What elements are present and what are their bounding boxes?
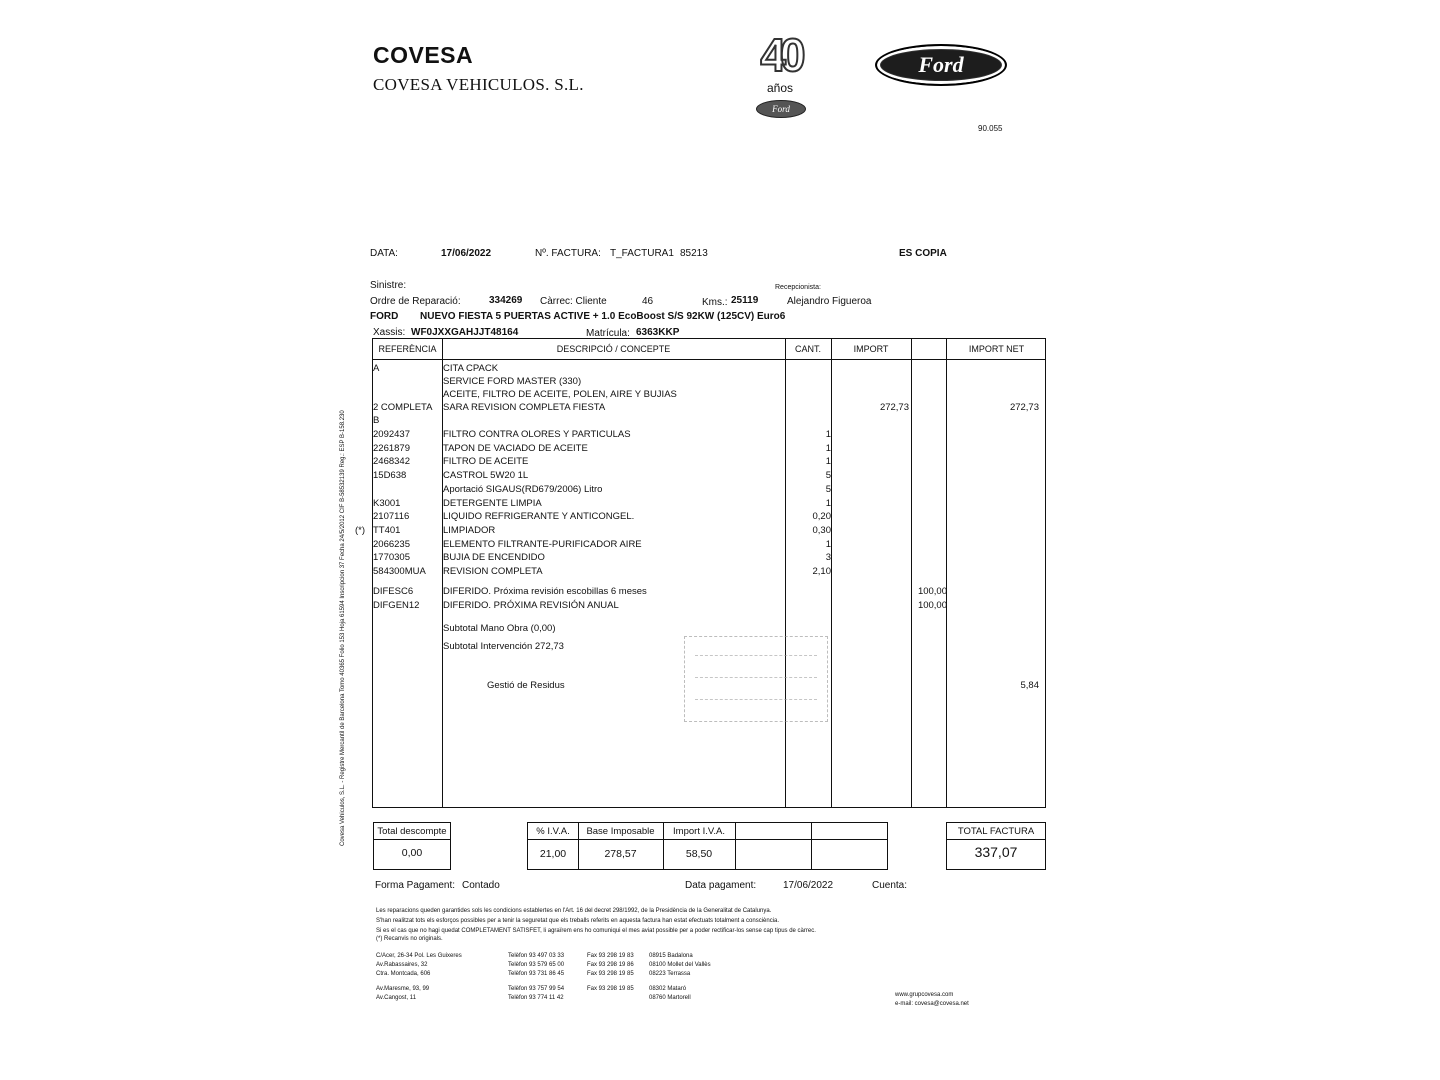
table-row: [373, 539, 1047, 552]
payment-date: 17/06/2022: [783, 880, 834, 891]
table-row: [355, 525, 1047, 538]
cell-desc: LIMPIADOR: [443, 525, 496, 536]
recepcionista-label: Recepcionista:: [775, 284, 821, 291]
cell-qty: 5: [825, 470, 831, 481]
address-city: 08760 Martorell: [649, 995, 691, 1001]
website-link[interactable]: www.grupcovesa.com: [895, 992, 954, 998]
ford-logo: Ford: [875, 44, 1007, 86]
anniversary-ford-oval: Ford: [756, 100, 806, 118]
waste-value: 5,84: [1020, 680, 1039, 691]
non-original-mark: (*): [355, 525, 366, 536]
cell-ref: DIFESC6: [373, 586, 414, 597]
date-label: DATA:: [370, 248, 398, 259]
copy-label: ES COPIA: [899, 248, 947, 259]
subtotal-labor-row: [373, 623, 1047, 636]
order-label: Ordre de Reparació:: [370, 296, 461, 307]
table-row: [373, 470, 1047, 483]
cell-ref: TT401: [373, 525, 401, 536]
cell-desc: CASTROL 5W20 1L: [443, 470, 529, 481]
invoice-date: 17/06/2022: [441, 248, 492, 259]
cell-x: 100,00: [917, 586, 947, 597]
vat-pct-value: 21,00: [539, 848, 567, 860]
header-description: DESCRIPCIÓ / CONCEPTE: [556, 344, 671, 354]
cell-desc: DIFERIDO. Próxima revisión escobillas 6 meses: [443, 586, 647, 597]
waste-label: Gestió de Residus: [487, 680, 565, 691]
address-city: 08100 Mollet del Vallès: [649, 962, 711, 968]
address-city: 08223 Terrassa: [649, 971, 691, 977]
address-fax: Fax 93 298 19 86: [587, 962, 634, 968]
kms-value: 25119: [731, 295, 759, 306]
deferred-row: [373, 600, 1047, 613]
cell-ref: 2468342: [373, 456, 410, 467]
table-row: [373, 415, 1047, 428]
subtotal-intervention: Subtotal Intervención 272,73: [443, 641, 564, 652]
courier-code: 46: [642, 296, 654, 307]
address-street: C/Acer, 26-34 Pol. Les Guixeres: [376, 953, 462, 959]
cell-ref: 584300MUA: [373, 566, 426, 577]
chassis-number: WF0JXXGAHJJT48164: [411, 327, 519, 338]
cell-desc: SERVICE FORD MASTER (330): [443, 376, 582, 387]
total-label: TOTAL FACTURA: [957, 826, 1035, 837]
reference-code: 90.055: [978, 124, 1003, 133]
cell-desc: SARA REVISION COMPLETA FIESTA: [443, 402, 606, 413]
anniversary-text: años: [766, 81, 794, 95]
table-row: [373, 552, 1047, 565]
table-row: [373, 402, 1047, 415]
company-name: COVESA VEHICULOS. S.L.: [373, 75, 584, 94]
cell-imp: 272,73: [879, 402, 909, 413]
subtotal-labor: Subtotal Mano Obra (0,00): [443, 623, 556, 634]
deferred-row: [373, 586, 1047, 599]
cell-ref: B: [373, 415, 380, 426]
cell-desc: LIQUIDO REFRIGERANTE Y ANTICONGEL.: [443, 511, 635, 522]
payment-date-label: Data pagament:: [685, 880, 757, 891]
cell-desc: CITA CPACK: [443, 363, 499, 374]
cell-ref: 1770305: [373, 552, 410, 563]
address-fax: Fax 93 298 19 85: [587, 971, 634, 977]
cell-desc: FILTRO CONTRA OLORES Y PARTICULAS: [443, 429, 631, 440]
base-value: 278,57: [604, 848, 637, 860]
cell-qty: 3: [825, 552, 831, 563]
address-fax: Fax 93 298 19 83: [587, 953, 634, 959]
table-row: [373, 363, 1047, 376]
cell-qty: 1: [825, 443, 831, 454]
vat-amount-label: Import I.V.A.: [673, 826, 725, 837]
cell-desc: Aportació SIGAUS(RD679/2006) Litro: [443, 484, 603, 495]
address-phone: Telèfon 93 497 03 33: [508, 953, 565, 959]
base-label: Base Imposable: [586, 826, 655, 837]
cell-qty: 1: [825, 456, 831, 467]
total-box: [946, 822, 1046, 870]
cell-desc: TAPON DE VACIADO DE ACEITE: [443, 443, 588, 454]
anniversary-number: 40: [760, 29, 800, 81]
cell-qty: 5: [825, 484, 831, 495]
legal-line-4: (*) Recanvis no originals.: [376, 936, 443, 942]
cell-net: 272,73: [1009, 402, 1039, 413]
vat-box: [527, 822, 888, 870]
cell-ref: 2261879: [373, 443, 410, 454]
address-city: 08915 Badalona: [649, 953, 693, 959]
cell-x: 100,00: [917, 600, 947, 611]
cell-desc: FILTRO DE ACEITE: [443, 456, 529, 467]
order-number: 334269: [489, 295, 523, 306]
cell-ref: DIFGEN12: [373, 600, 420, 611]
invoice-number: 85213: [680, 248, 708, 259]
courier-label: Càrrec: Cliente: [540, 296, 607, 307]
cell-desc: ACEITE, FILTRO DE ACEITE, POLEN, AIRE Y BUJIAS: [443, 389, 677, 400]
cell-desc: BUJIA DE ENCENDIDO: [443, 552, 545, 563]
cell-qty: 2,10: [812, 566, 831, 577]
table-row: [373, 429, 1047, 442]
account-label: Cuenta:: [872, 880, 908, 891]
table-row: [373, 376, 1047, 389]
address-phone: Telèfon 93 774 11 42: [508, 995, 564, 1001]
cell-qty: 1: [825, 498, 831, 509]
address-street: Av.Maresme, 93, 99: [376, 986, 430, 992]
cell-desc: REVISION COMPLETA: [443, 566, 543, 577]
cell-desc: DETERGENTE LIMPIA: [443, 498, 542, 509]
vat-pct-label: % I.V.A.: [536, 826, 570, 837]
header-reference: REFERÈNCIA: [378, 344, 437, 354]
cell-ref: 15D638: [373, 470, 407, 481]
header-import: IMPORT: [853, 344, 889, 354]
side-registry-text: Covesa Vehiculos, S.L. - Registre Mercantil de Barcelona Tomo 40365 Folio 153 Hoja 61594 Inscripcion 37 Fecha 24/5/2012 CIF B-58532139 Reg.: ESP B-158.230: [340, 410, 346, 846]
cell-ref: K3001: [373, 498, 401, 509]
sinistre-label: Sinistre:: [370, 280, 407, 291]
cell-desc: ELEMENTO FILTRANTE-PURIFICADOR AIRE: [443, 539, 642, 550]
header-quantity: CANT.: [794, 344, 821, 354]
address-phone: Telèfon 93 757 99 54: [508, 986, 565, 992]
table-row: [373, 498, 1047, 511]
vehicle-make: FORD: [370, 311, 399, 322]
plate-number: 6363KKP: [636, 327, 680, 338]
vat-amount-value: 58,50: [685, 848, 713, 860]
brand-name: COVESA: [373, 42, 474, 68]
receptionist-name: Alejandro Figueroa: [787, 296, 872, 307]
address-street: Ctra. Montcada, 606: [376, 971, 431, 977]
table-row: [373, 443, 1047, 456]
vehicle-model: NUEVO FIESTA 5 PUERTAS ACTIVE + 1.0 EcoBoost S/S 92KW (125CV) Euro6: [420, 311, 786, 322]
table-row: [373, 389, 1047, 402]
cell-qty: 1: [825, 429, 831, 440]
discount-box: [373, 822, 451, 870]
cell-qty: 0,30: [812, 525, 831, 536]
invoice-table: [355, 338, 1046, 808]
anniversary-logo: [742, 30, 818, 122]
table-row: [373, 484, 1047, 497]
cell-qty: 0,20: [812, 511, 831, 522]
cell-ref: 2107116: [373, 511, 410, 522]
legal-line-3: Si es el cas que no hagi quedat COMPLETAMENT SATISFET, li agraïrem ens ho comuniqui el mes aviat possible per a poder rectificar-los sense cap tipus de càrrec.: [376, 928, 816, 934]
table-row: [373, 566, 1047, 579]
stamp-mark: [684, 636, 828, 722]
legal-line-2: S'han realitzat tots els esforços possibles per a tenir la seguretat que els treballs referits en aquesta factura han estat efectuats totalment a consciència.: [376, 918, 780, 924]
cell-ref: 2066235: [373, 539, 410, 550]
total-value: 337,07: [974, 844, 1018, 860]
address-street: Av.Rabassaires, 32: [376, 962, 428, 968]
kms-label: Kms.:: [702, 297, 728, 308]
payment-method: Contado: [462, 880, 500, 891]
address-phone: Telèfon 93 731 86 45: [508, 971, 565, 977]
legal-line-1: Les reparacions queden garantides sols les condicions establertes en l'Art. 16 del decret 298/1992, de la Presidència de la Generalitat de Catalunya.: [376, 908, 772, 914]
address-phone: Telèfon 93 579 65 00: [508, 962, 565, 968]
invoice-number-label: Nº. FACTURA:: [535, 248, 601, 259]
discount-value: 0,00: [401, 847, 423, 859]
payment-method-label: Forma Pagament:: [375, 880, 456, 891]
address-city: 08302 Mataró: [649, 986, 687, 992]
cell-ref: 2 COMPLETA: [373, 402, 433, 413]
address-fax: Fax 93 298 19 85: [587, 986, 634, 992]
cell-qty: 1: [825, 539, 831, 550]
chassis-label: Xassis:: [373, 327, 406, 338]
discount-label: Total descompte: [377, 826, 447, 837]
header-import-net: IMPORT NET: [968, 344, 1025, 354]
cell-desc: DIFERIDO. PRÓXIMA REVISIÓN ANUAL: [443, 600, 619, 611]
table-row: [373, 511, 1047, 524]
plate-label: Matrícula:: [586, 328, 630, 339]
invoice-number-prefix: T_FACTURA1: [610, 248, 674, 259]
table-header-divider: [373, 359, 1045, 360]
email-link[interactable]: e-mail: covesa@covesa.net: [895, 1001, 969, 1007]
address-street: Av.Cangost, 11: [376, 995, 417, 1001]
cell-ref: 2092437: [373, 429, 410, 440]
table-row: [373, 456, 1047, 469]
cell-ref: A: [373, 363, 380, 374]
